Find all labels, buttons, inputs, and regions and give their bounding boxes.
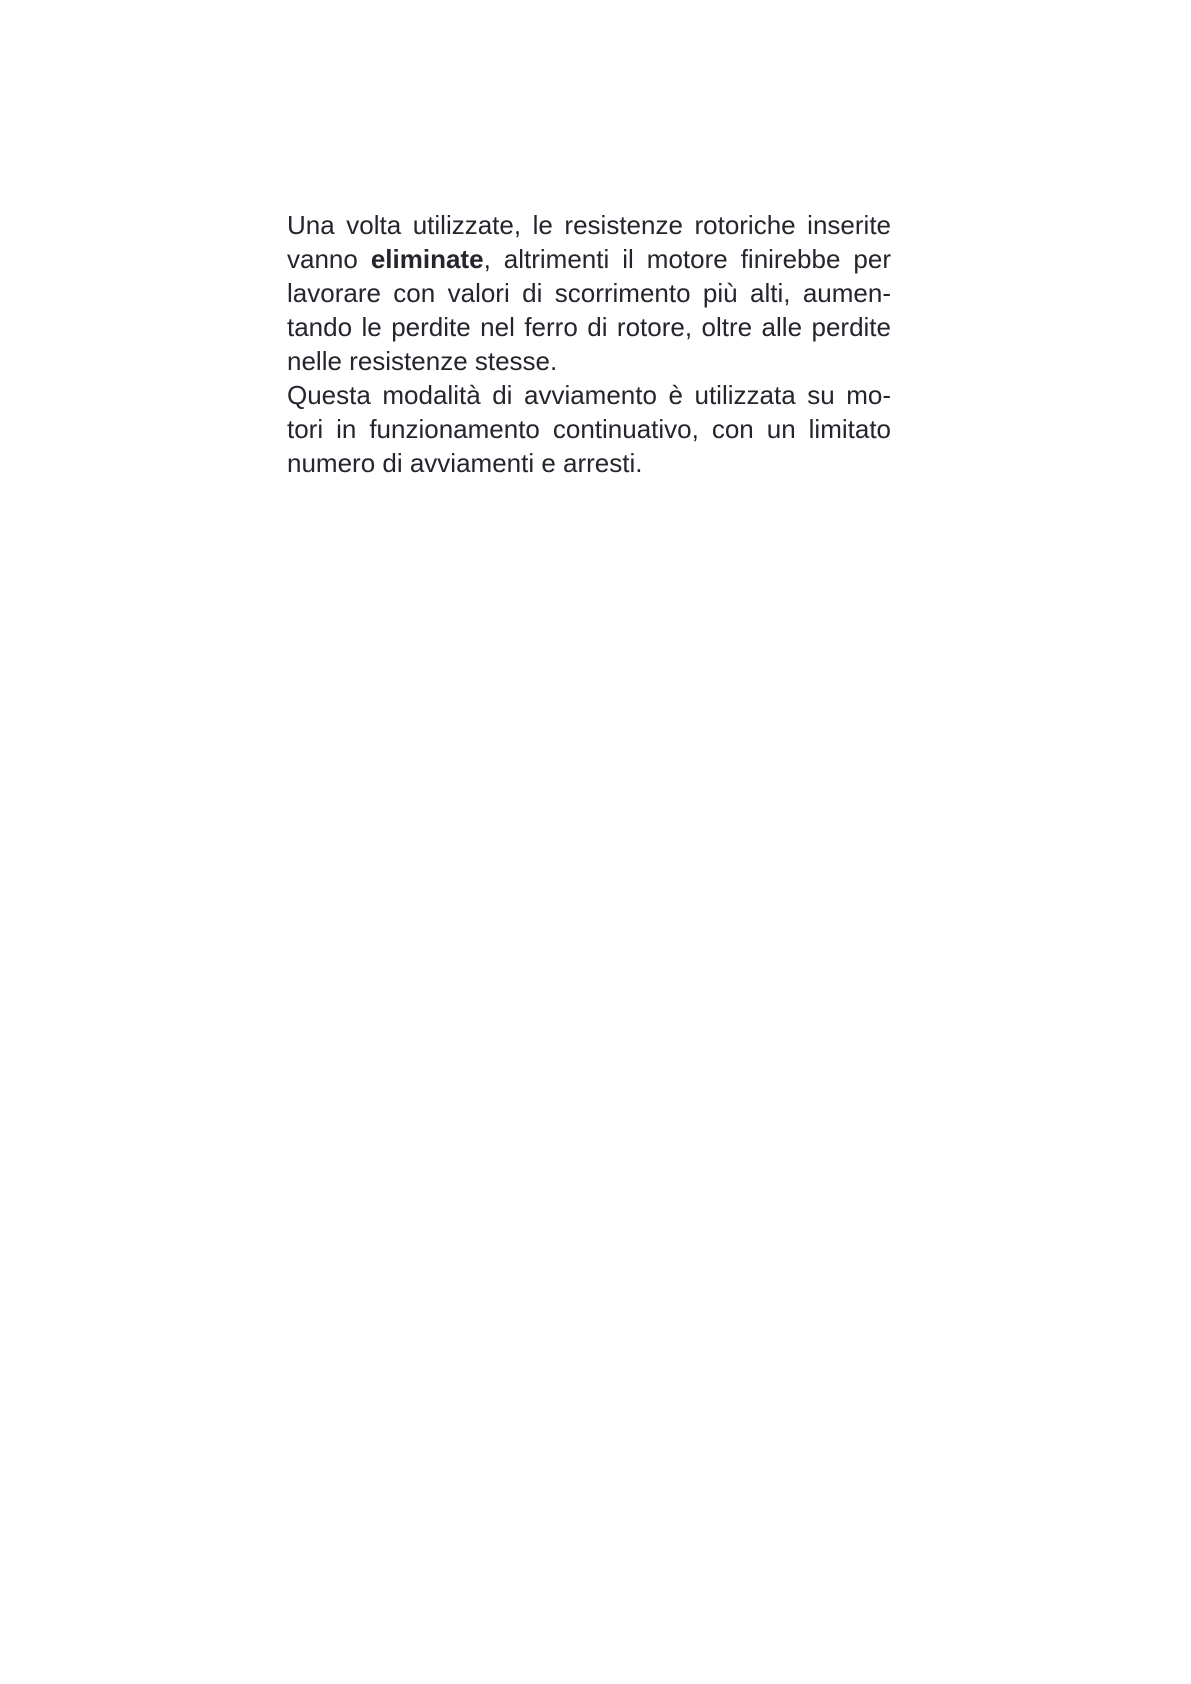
text-line-7: tori in funzionamento continuativo, con un limitato [287, 414, 891, 444]
text-line-3: lavorare con valori di scorrimento più alti, aumen- [287, 278, 891, 308]
text-line-8: numero di avviamenti e arresti. [287, 448, 643, 478]
text-line-4: tando le perdite nel ferro di rotore, oltre alle perdite [287, 312, 891, 342]
text-line-1: Una volta utilizzate, le resistenze rotoriche inserite [287, 210, 891, 240]
text-line-2-pre: vanno [287, 244, 371, 274]
text-line-2 [287, 242, 891, 276]
text-line-2-bold: eliminate [370, 244, 484, 274]
text-line-6: Questa modalità di avviamento è utilizzata su mo- [287, 380, 891, 410]
paragraph-block [287, 208, 891, 480]
text-line-5: nelle resistenze stesse. [287, 346, 558, 376]
text-line-2-post: , altrimenti il motore finirebbe per [483, 244, 891, 274]
